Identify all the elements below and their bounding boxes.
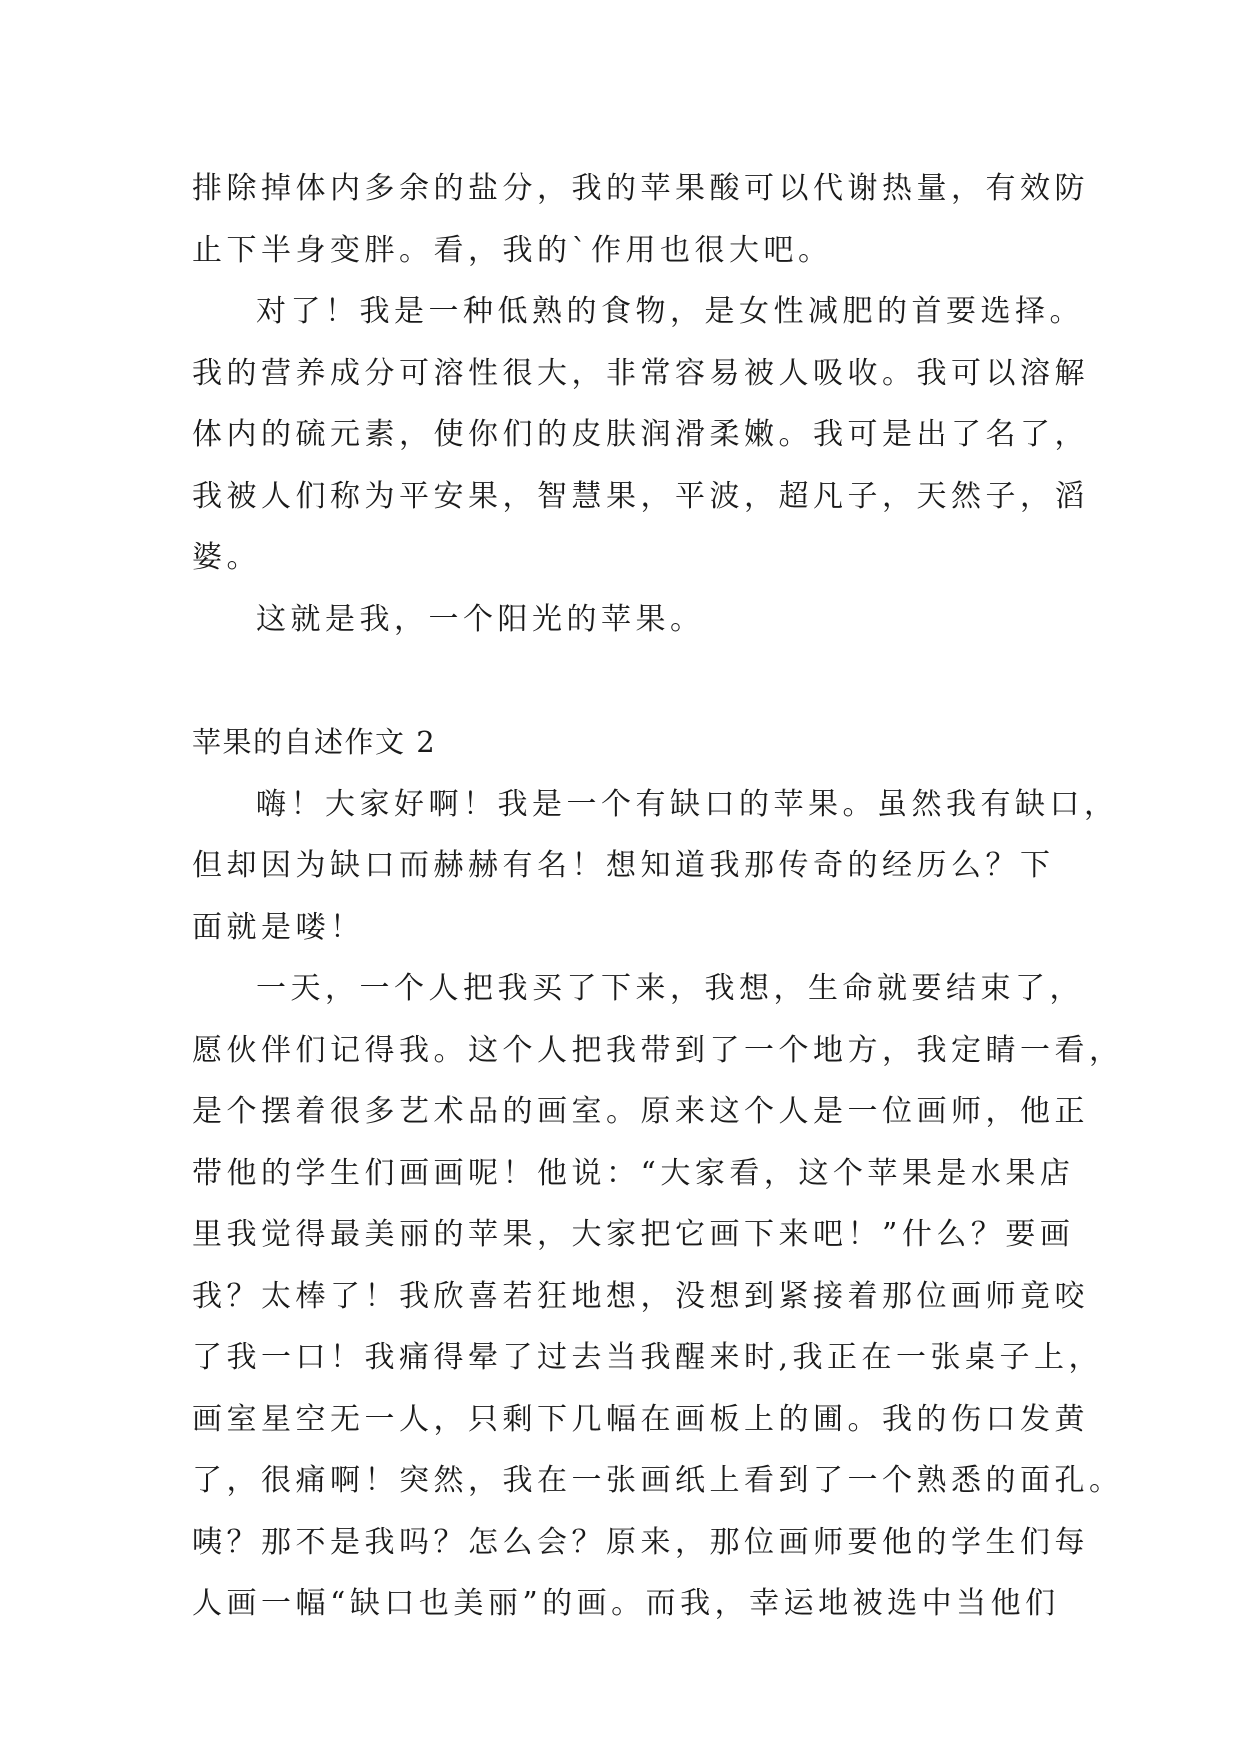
section-heading: 苹果的自述作文 2 — [192, 725, 437, 759]
text-line: 里我觉得最美丽的苹果，大家把它画下来吧！”什么？要画 — [192, 1217, 1075, 1252]
text-line: 画室星空无一人，只剩下几幅在画板上的圃。我的伤口发黄 — [192, 1401, 1089, 1437]
text-line: 是个摆着很多艺术品的画室。原来这个人是一位画师，他正 — [192, 1094, 1089, 1129]
text-line: 愿伙伴们记得我。这个人把我带到了一个地方，我定睛一看， — [192, 1032, 1124, 1068]
text-line: 面就是喽！ — [192, 909, 365, 945]
text-line: 带他的学生们画画呢！他说：“大家看，这个苹果是水果店 — [192, 1155, 1075, 1191]
text-line: 了我一口！我痛得晕了过去当我醒来时,我正在一张桌子上， — [192, 1340, 1104, 1375]
text-line: 嗨！大家好啊！我是一个有缺口的苹果。虽然我有缺口， — [256, 786, 1119, 822]
section-spacer — [192, 650, 1067, 712]
text-line: 但却因为缺口而赫赫有名！想知道我那传奇的经历么？下 — [192, 848, 1055, 883]
text-line: 我？太棒了！我欣喜若狂地想，没想到紧接着那位画师竟咬 — [192, 1278, 1089, 1314]
text-line: 我被人们称为平安果，智慧果，平波，超凡子，天然子，滔 — [192, 478, 1089, 514]
text-line: 婆。 — [192, 540, 261, 575]
text-line: 咦？那不是我吗？怎么会？原来，那位画师要他的学生们每 — [192, 1524, 1089, 1560]
text-line: 了，很痛啊！突然，我在一张画纸上看到了一个熟悉的面孔。 — [192, 1463, 1124, 1498]
document-page — [192, 158, 1124, 1635]
text-line: 这就是我，一个阳光的苹果。 — [256, 601, 705, 637]
text-line: 排除掉体内多余的盐分，我的苹果酸可以代谢热量，有效防 — [192, 171, 1089, 206]
text-line: 人画一幅“缺口也美丽”的画。而我，幸运地被选中当他们 — [192, 1586, 1060, 1621]
text-line: 体内的硫元素，使你们的皮肤润滑柔嫩。我可是出了名了， — [192, 417, 1089, 452]
text-line: 一天，一个人把我买了下来，我想，生命就要结束了， — [256, 971, 1084, 1006]
text-line: 对了！我是一种低熟的食物，是女性减肥的首要选择。 — [256, 294, 1084, 329]
text-line: 止下半身变胖。看，我的`作用也很大吧。 — [192, 232, 833, 268]
text-line: 我的营养成分可溶性很大，非常容易被人吸收。我可以溶解 — [192, 355, 1089, 391]
